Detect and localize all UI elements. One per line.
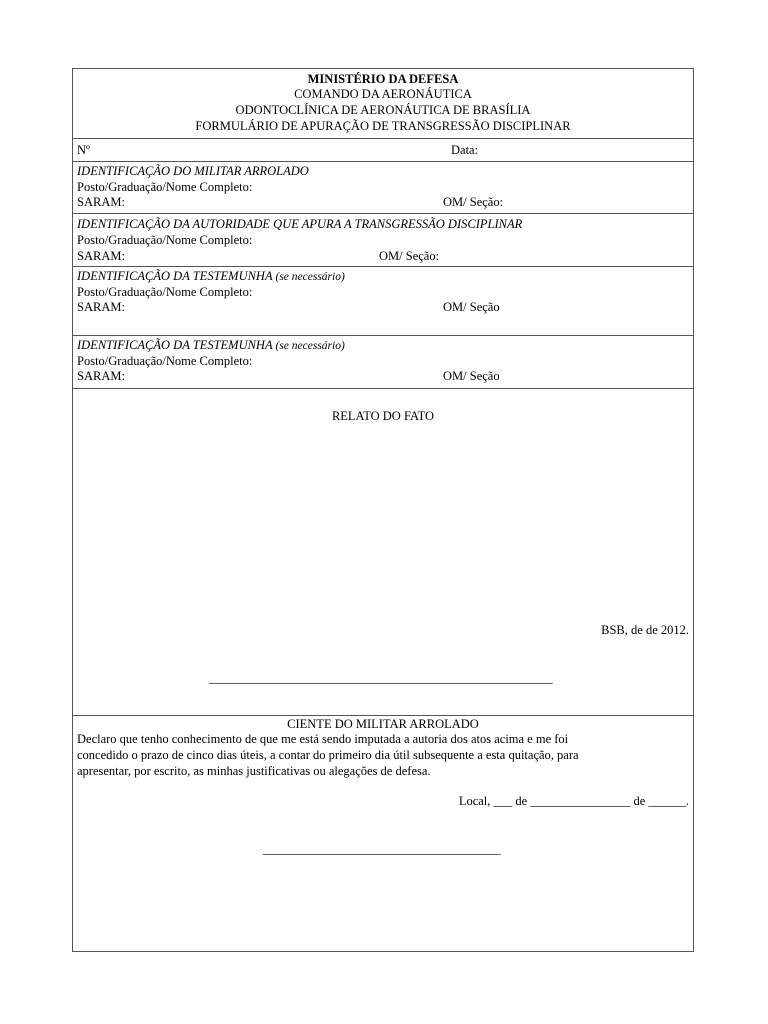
autoridade-section-title: IDENTIFICAÇÃO DA AUTORIDADE QUE APURA A TRANSGRESSÃO DISCIPLINAR (77, 217, 523, 231)
ciente-signature-line: ______________________________________ (263, 842, 501, 856)
testemunha2-note: (se necessário) (275, 340, 345, 352)
militar-section-title: IDENTIFICAÇÃO DO MILITAR ARROLADO (77, 164, 309, 178)
number-date-row (73, 139, 693, 162)
autoridade-om-label: OM/ Seção: (379, 249, 440, 263)
unit-title: ODONTOCLÍNICA DE AERONÁUTICA DE BRASÍLIA (235, 103, 531, 117)
testemunha1-note: (se necessário) (275, 271, 345, 283)
number-label: Nº (77, 143, 90, 157)
militar-saram-label: SARAM: (77, 195, 125, 209)
militar-name-label: Posto/Graduação/Nome Completo: (77, 180, 253, 194)
ciente-place-date: Local, ___ de ________________ de ______. (458, 794, 689, 808)
date-label: Data: (451, 143, 479, 157)
form-title: FORMULÁRIO DE APURAÇÃO DE TRANSGRESSÃO DISCIPLINAR (195, 119, 571, 133)
ministry-title: MINISTÉRIO DA DEFESA (307, 72, 459, 86)
relato-title: RELATO DO FATO (331, 409, 435, 423)
testemunha2-saram-label: SARAM: (77, 369, 125, 383)
testemunha1-title-text: IDENTIFICAÇÃO DA TESTEMUNHA (77, 269, 273, 283)
testemunha2-title-text: IDENTIFICAÇÃO DA TESTEMUNHA (77, 338, 273, 352)
relato-signature-line: _______________________________________________________ (209, 671, 553, 685)
testemunha1-section (73, 267, 693, 336)
command-title: COMANDO DA AERONÁUTICA (294, 87, 472, 101)
testemunha1-name-label: Posto/Graduação/Nome Completo: (77, 285, 253, 299)
testemunha1-saram-label: SARAM: (77, 300, 125, 314)
testemunha2-section-title (77, 338, 345, 354)
testemunha1-om-label: OM/ Seção (443, 300, 500, 314)
testemunha2-section (73, 336, 693, 389)
testemunha1-section-title (77, 269, 345, 285)
ciente-text-line1: Declaro que tenho conhecimento de que me está sendo imputada a autoria dos atos acima e me foi (77, 732, 569, 746)
ciente-text-line2: concedido o prazo de cinco dias úteis, a contar do primeiro dia útil subsequente a esta quitação, para (77, 748, 579, 762)
militar-om-label: OM/ Seção: (443, 195, 504, 209)
ciente-title: CIENTE DO MILITAR ARROLADO (287, 717, 479, 731)
relato-section (73, 389, 693, 716)
autoridade-saram-label: SARAM: (77, 249, 125, 263)
autoridade-section (73, 214, 693, 267)
militar-section (73, 162, 693, 214)
autoridade-name-label: Posto/Graduação/Nome Completo: (77, 233, 253, 247)
form-header (73, 69, 693, 139)
testemunha2-om-label: OM/ Seção (443, 369, 500, 383)
ciente-section (73, 716, 693, 952)
ciente-text-line3: apresentar, por escrito, as minhas justificativas ou alegações de defesa. (77, 764, 431, 778)
testemunha2-name-label: Posto/Graduação/Nome Completo: (77, 354, 253, 368)
disciplinary-form (72, 68, 694, 952)
relato-place-date: BSB, de de 2012. (601, 623, 689, 637)
